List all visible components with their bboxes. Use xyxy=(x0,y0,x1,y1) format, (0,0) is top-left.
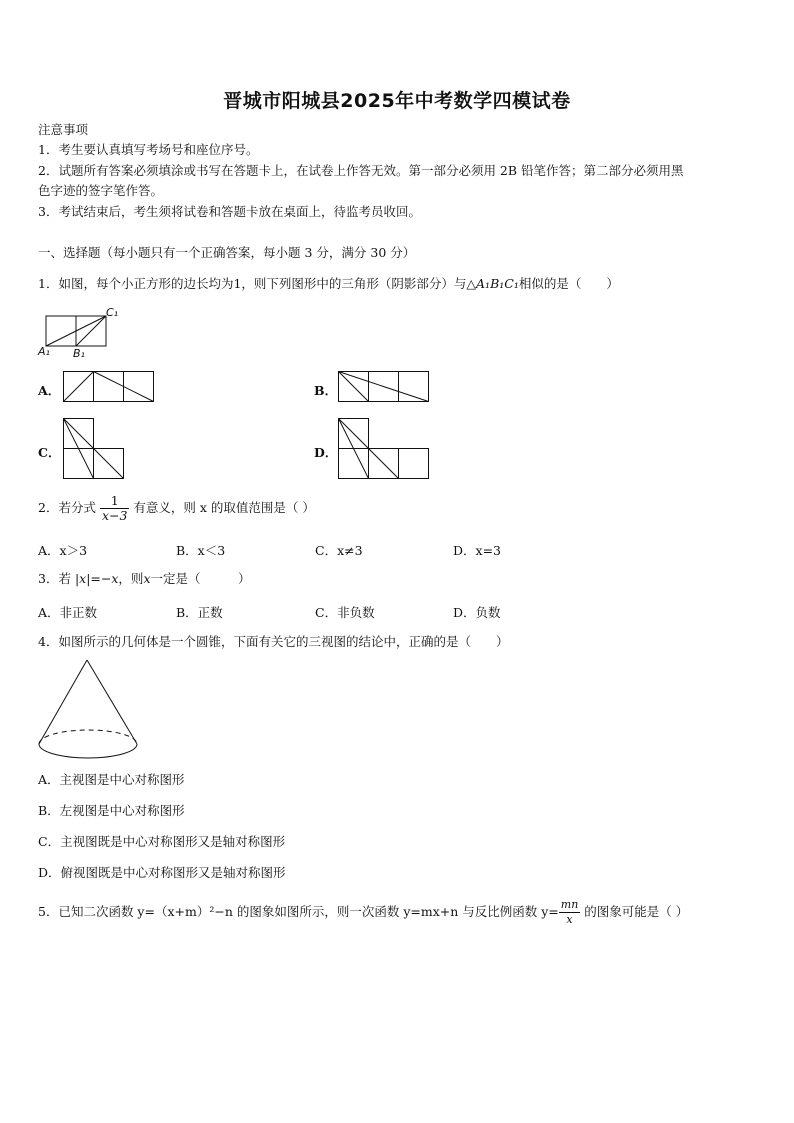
label-c1: C₁ xyxy=(106,306,119,319)
q4-option-c[interactable]: C．主视图既是中心对称图形又是轴对称图形 xyxy=(38,834,286,849)
q3-condition: |x|=−x xyxy=(74,571,119,586)
q3-stem-end: 一定是（ ） xyxy=(150,571,251,586)
q1-option-a-figure xyxy=(63,371,155,403)
question-1-stem xyxy=(38,276,619,292)
q2-option-c[interactable]: C．x≠3 xyxy=(315,543,363,558)
page-title: 晋城市阳城县2025年中考数学四模试卷 xyxy=(223,90,571,112)
q5-fraction-denominator: x xyxy=(566,913,573,926)
q2-option-b[interactable]: B．x＜3 xyxy=(176,543,226,558)
section-heading: 一、选择题（每小题只有一个正确答案，每小题 3 分，满分 30 分） xyxy=(38,245,416,260)
q1-triangle-label: △A₁B₁C₁ xyxy=(466,276,519,291)
q4-option-d[interactable]: D．俯视图既是中心对称图形又是轴对称图形 xyxy=(38,865,286,880)
q1-stem-text: 1．如图，每个小正方形的边长均为1，则下列图形中的三角形（阴影部分）与 xyxy=(38,276,467,291)
notes-item-2-cont: 色字迹的签字笔作答。 xyxy=(38,183,164,198)
label-a1: A₁ xyxy=(38,345,50,358)
notes-item-2: 2．试题所有答案必须填涂或书写在答题卡上，在试卷上作答无效。第一部分必须用 2B 铅笔作答；第二部分必须用黑 xyxy=(38,163,684,178)
q3-option-a[interactable]: A．非正数 xyxy=(38,605,98,620)
q3-variable: x xyxy=(143,571,151,586)
q4-option-a[interactable]: A．主视图是中心对称图形 xyxy=(38,772,185,787)
q2-fraction-numerator: 1 xyxy=(100,494,129,509)
q3-stem-mid: ，则 xyxy=(118,571,144,586)
q3-option-d[interactable]: D．负数 xyxy=(453,605,501,620)
q1-option-b-figure xyxy=(338,371,430,403)
question-2-stem xyxy=(38,494,315,523)
q1-stem-end: 相似的是（ ） xyxy=(518,276,619,291)
notes-heading: 注意事项 xyxy=(38,122,89,137)
q5-stem-end: 的图象可能是（ ） xyxy=(584,904,689,919)
q1-option-d-figure xyxy=(338,418,430,480)
q5-fraction xyxy=(559,898,581,927)
q1-option-c-label[interactable]: C． xyxy=(38,445,61,460)
q2-fraction-denominator: x−3 xyxy=(101,508,128,523)
q2-option-d[interactable]: D．x=3 xyxy=(453,543,501,558)
question-3-stem xyxy=(38,571,251,587)
q3-option-b[interactable]: B．正数 xyxy=(176,605,223,620)
q2-stem-end: 有意义，则 x 的取值范围是（ ） xyxy=(133,500,315,515)
q2-stem-text: 2．若分式 xyxy=(38,500,96,515)
ref-grid-cell xyxy=(46,316,76,346)
notes-item-3: 3．考试结束后，考生须将试卷和答题卡放在桌面上，待监考员收回。 xyxy=(38,204,421,219)
q2-option-a[interactable]: A．x＞3 xyxy=(38,543,88,558)
q3-option-c[interactable]: C．非负数 xyxy=(315,605,375,620)
q3-stem-text: 3．若 xyxy=(38,571,71,586)
question-4-stem: 4．如图所示的几何体是一个圆锥，下面有关它的三视图的结论中，正确的是（ ） xyxy=(38,634,509,649)
ref-triangle-side xyxy=(76,316,106,346)
q1-option-a-label[interactable]: A． xyxy=(38,383,61,398)
q1-option-b-label[interactable]: B． xyxy=(314,383,338,398)
q2-fraction xyxy=(100,494,129,523)
q1-option-d-label[interactable]: D． xyxy=(314,445,338,460)
label-b1: B₁ xyxy=(73,347,85,360)
question-5-stem xyxy=(38,898,688,927)
q5-fraction-numerator: mn xyxy=(560,898,579,911)
q5-stem-text: 5．已知二次函数 y=（x+m）²−n 的图象如图所示，则一次函数 y=mx+n 与反比例函数 y= xyxy=(38,904,559,919)
q1-option-c-figure xyxy=(63,418,125,480)
notes-item-1: 1．考生要认真填写考场号和座位序号。 xyxy=(38,142,259,157)
q4-option-b[interactable]: B．左视图是中心对称图形 xyxy=(38,803,185,818)
q4-cone-figure xyxy=(36,658,142,760)
